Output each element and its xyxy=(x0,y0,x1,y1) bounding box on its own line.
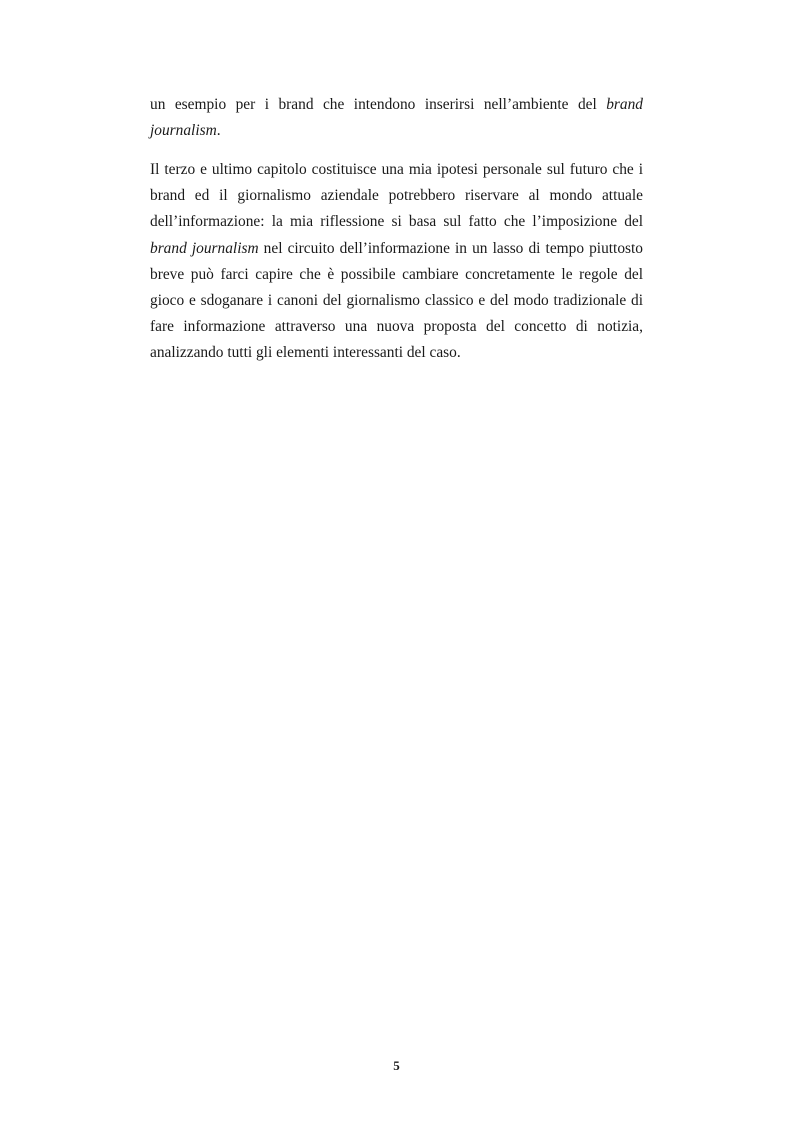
paragraph-continuation xyxy=(150,92,643,144)
paragraph-text xyxy=(150,92,643,144)
page-number: 5 xyxy=(393,1058,400,1073)
italic-term: brand journalism xyxy=(150,96,643,140)
italic-term: brand journalism xyxy=(150,239,259,257)
paragraph-text-segment: Il terzo e ultimo capitolo costituisce una mia ipotesi personale sul futuro che i brand ed il giornalismo aziendale potrebbero riservare al mondo attuale dell’informazione: la mia riflessione si basa sul fatto che l’imposizione del xyxy=(150,161,643,231)
paragraph-text xyxy=(150,157,643,367)
paragraph-text-segment: nel circuito dell’informazione in un lasso di tempo piuttosto breve può farci capire che è possibile cambiare concretamente le regole del gioco e sdoganare i canoni del giornalismo classico e del modo tradizionale di fare informazione attraverso una nuova proposta del concetto di notizia, analizzando tutti gli elementi interessanti del caso. xyxy=(150,239,643,362)
paragraph-text-segment: . xyxy=(216,122,221,140)
paragraph-text-segment: un esempio per i brand che intendono inserirsi nell’ambiente del xyxy=(150,96,607,113)
paragraph-third-chapter xyxy=(150,157,643,367)
